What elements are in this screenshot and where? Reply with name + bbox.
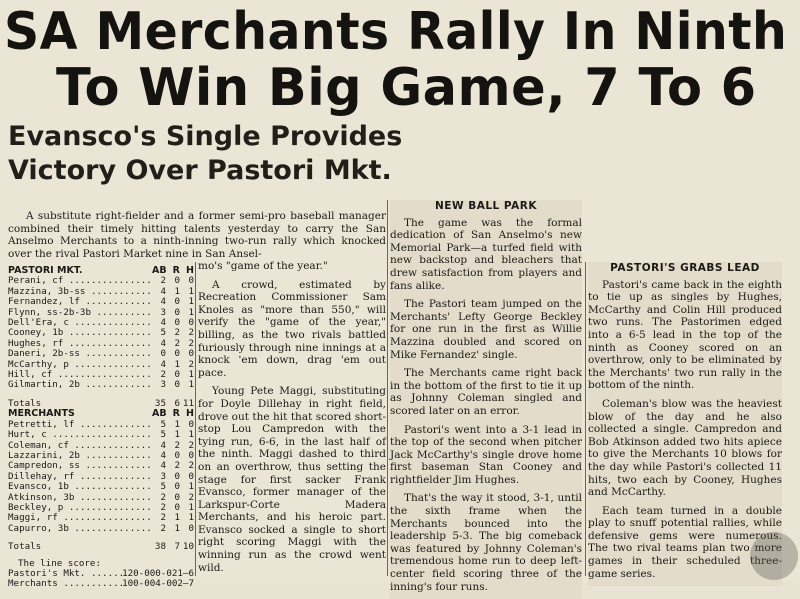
line-score — [8, 559, 194, 590]
stat-r: 1 — [174, 429, 180, 441]
stat-ab: 2 — [160, 522, 166, 534]
player-name: Petretti, lf ..... — [8, 420, 152, 430]
column-divider — [387, 200, 388, 576]
line-score-label: The line score: — [18, 557, 101, 569]
totals-ab: 38 — [154, 541, 166, 553]
article-column-4 — [588, 262, 782, 586]
box-score-row — [8, 493, 194, 503]
player-name: Hurt, c ..... — [8, 430, 152, 440]
stat-r: 1 — [174, 512, 180, 524]
stat-h: 2 — [188, 491, 194, 503]
box-score-row — [8, 360, 194, 370]
totals-r: 7 — [174, 541, 180, 553]
box-score-row — [8, 276, 194, 286]
stat-r: 0 — [174, 275, 180, 287]
box-score-row — [8, 430, 194, 440]
line-score-value: 100-004-002—7 — [122, 578, 194, 590]
player-name: Capurro, 3b ..... — [8, 524, 152, 534]
team-name: MERCHANTS — [8, 409, 75, 420]
box-score-row — [8, 287, 194, 297]
stat-ab: 4 — [160, 439, 166, 451]
stat-ab: 4 — [160, 296, 166, 308]
player-name: Cooney, 1b ..... — [8, 328, 152, 338]
player-name: Coleman, cf ..... — [8, 441, 152, 451]
stat-r: 0 — [174, 501, 180, 513]
box-score-row — [8, 297, 194, 307]
stat-h: 2 — [188, 337, 194, 349]
stat-h: 1 — [188, 285, 194, 297]
player-name: Evansco, 1b ..... — [8, 482, 152, 492]
player-name: Atkinson, 3b ..... — [8, 493, 152, 503]
paragraph: The Pastori team jumped on the Merchants' Lefty George Beckley for one run in the first as Willie Mazzina doubled and scored on Mike Fernandez' single. — [390, 298, 582, 361]
merchants-rows — [8, 420, 194, 534]
stat-h: 1 — [188, 429, 194, 441]
stat-h: 0 — [188, 449, 194, 461]
line-score-row — [8, 579, 194, 589]
stat-r: 0 — [174, 296, 180, 308]
box-header-pastori — [8, 266, 194, 276]
stat-r: 0 — [174, 491, 180, 503]
stat-r: 0 — [174, 369, 180, 381]
stat-r: 0 — [174, 481, 180, 493]
box-header-merchants — [8, 409, 194, 419]
stat-h: 2 — [188, 439, 194, 451]
stat-h: 2 — [188, 460, 194, 472]
paragraph: A crowd, estimated by Recreation Commissioner Sam Knoles as "more than 550," will verify the "game of the year," billing, as the two rivals battled furiously through nine innings at a knock 'em down, drag 'em out pace. — [198, 278, 386, 379]
totals-ab: 35 — [154, 397, 166, 409]
article-column-3 — [390, 200, 582, 599]
player-name: Hughes, rf ..... — [8, 339, 152, 349]
stat-ab: 3 — [160, 470, 166, 482]
stat-r: 0 — [174, 348, 180, 360]
article-column-2 — [198, 260, 386, 580]
stat-h: 0 — [188, 348, 194, 360]
watermark-seal-icon — [750, 532, 798, 580]
merchants-totals — [8, 542, 194, 552]
stat-h: 1 — [188, 501, 194, 513]
subheadline-line-1: Evansco's Single Provides — [8, 121, 403, 152]
player-name: Dillehay, rf ..... — [8, 472, 152, 482]
stat-r: 0 — [174, 470, 180, 482]
stat-h: 1 — [188, 512, 194, 524]
stat-h: 1 — [188, 306, 194, 318]
stat-h: 0 — [188, 275, 194, 287]
stat-ab: 5 — [160, 327, 166, 339]
stat-h: 0 — [188, 418, 194, 430]
stat-r: 2 — [174, 439, 180, 451]
headline-line-1: SA Merchants Rally In Ninth — [4, 2, 788, 62]
stat-ab: 4 — [160, 460, 166, 472]
player-name: Dell'Era, c ..... — [8, 318, 152, 328]
stat-r: 1 — [174, 285, 180, 297]
stat-ab: 3 — [160, 379, 166, 391]
paragraph: The Merchants came right back in the bottom of the first to tie it up as Johnny Coleman singled and scored later on an error. — [390, 367, 582, 417]
stat-ab: 2 — [160, 491, 166, 503]
player-name: Beckley, p ..... — [8, 503, 152, 513]
stat-r: 1 — [174, 418, 180, 430]
stat-ab: 5 — [160, 429, 166, 441]
player-name: Gilmartin, 2b ..... — [8, 380, 152, 390]
totals-h: 10 — [182, 541, 194, 553]
box-score-row — [8, 524, 194, 534]
stat-ab: 0 — [160, 348, 166, 360]
stat-h: 1 — [188, 296, 194, 308]
paragraph: Young Pete Maggi, substituting for Doyle Dillehay in right field, drove out the hit that scored short-stop Lou Campredon with the tying run, 6-6, in the last half of the ninth. Maggi dashed to third on an overthrow, thus setting the stage for first sacker Frank Evansco, former manager of the Larkspur-Corte Madera Merchants, and his heroic part. Evansco socked a single to short right scoring Maggi with the winning run as the crowd went wild. — [198, 385, 386, 574]
box-score-row — [8, 461, 194, 471]
box-score-row — [8, 503, 194, 513]
stat-h: 1 — [188, 369, 194, 381]
stat-h: 2 — [188, 358, 194, 370]
player-name: Maggi, rf ..... — [8, 513, 152, 523]
stat-ab: 4 — [160, 317, 166, 329]
paragraph: Coleman's blow was the heaviest blow of the day and he also collected a single. Campredon and Bob Atkinson added two hits apiece to give the Merchants 10 blows for the day while Pastori's collected 11 hits, two each by Cooney, Hughes and McCarthy. — [588, 397, 782, 499]
stat-ab: 4 — [160, 337, 166, 349]
team-name: PASTORI MKT. — [8, 266, 83, 276]
box-score-row — [8, 328, 194, 338]
pastori-rows — [8, 276, 194, 390]
col-h: H — [186, 265, 194, 276]
stat-r: 2 — [174, 337, 180, 349]
box-score — [8, 266, 194, 590]
player-name: McCarthy, p ..... — [8, 360, 152, 370]
stat-r: 0 — [174, 317, 180, 329]
box-score-row — [8, 370, 194, 380]
stat-h: 2 — [188, 327, 194, 339]
paragraph: Each team turned in a double play to snuff potential rallies, while defensive gems were numerous. The two rival teams plan two more games in their scheduled three-game series. — [588, 504, 782, 580]
totals-label: Totals — [8, 398, 42, 409]
totals-h: 11 — [182, 397, 194, 409]
paragraph: That's the way it stood, 3-1, until the sixth frame when the Merchants bounced into the leadership 5-3. The big comeback was featured by Johnny Coleman's tremendous home run to deep left-center field scoring three of the inning's four runs. — [390, 492, 582, 593]
stat-h: 0 — [188, 522, 194, 534]
stat-r: 0 — [174, 306, 180, 318]
box-score-row — [8, 420, 194, 430]
player-name: Flynn, ss-2b-3b ..... — [8, 308, 152, 318]
totals-label: Totals — [8, 542, 42, 553]
paragraph: The game was the formal dedication of San Anselmo's new Memorial Park—a turfed field with new backstop and bleachers that drew satisfaction from players and fans alike. — [390, 216, 582, 292]
box-score-row — [8, 482, 194, 492]
box-score-row — [8, 339, 194, 349]
stat-r: 0 — [174, 449, 180, 461]
player-name: Lazzarini, 2b ..... — [8, 451, 152, 461]
stat-r: 1 — [174, 358, 180, 370]
player-name: Fernandez, lf ..... — [8, 297, 152, 307]
box-score-row — [8, 451, 194, 461]
paragraph: mo's "game of the year." — [198, 260, 328, 272]
box-score-row — [8, 472, 194, 482]
subheadline — [8, 120, 403, 188]
stat-r: 2 — [174, 460, 180, 472]
stat-ab: 4 — [160, 358, 166, 370]
section-heading: NEW BALL PARK — [435, 200, 537, 212]
paragraph: Pastori's came back in the eighth to tie up as singles by Hughes, McCarthy and Colin Hill produced two runs. The Pastorimen edged into a 6-5 lead in the top of the ninth as Cooney scored on an overthrow, only to be eliminated by the Merchants' two run rally in the bottom of the ninth. — [588, 278, 782, 392]
col-r: R — [172, 408, 180, 420]
box-score-row — [8, 441, 194, 451]
box-score-row — [8, 308, 194, 318]
stat-ab: 4 — [160, 449, 166, 461]
headline-line-2: To Win Big Game, 7 To 6 — [56, 58, 757, 118]
column-divider — [585, 262, 586, 576]
stat-ab: 4 — [160, 285, 166, 297]
player-name: Daneri, 2b-ss ..... — [8, 349, 152, 359]
player-name: Perani, cf ..... — [8, 276, 152, 286]
player-name: Campredon, ss ..... — [8, 461, 152, 471]
stat-h: 0 — [188, 317, 194, 329]
line-score-value: 120-000-021—6 — [122, 567, 194, 579]
box-score-row — [8, 513, 194, 523]
lead-paragraph: A substitute right-fielder and a former semi-pro baseball manager combined their timely hitting talents yesterday to carry the San Anselmo Merchants to a ninth-inning two-run rally which knocked over the rival Pastori Market nine in San Ansel- — [8, 210, 386, 260]
col-ab: AB — [152, 408, 167, 420]
line-score-team: Pastori's Mkt. ..... — [8, 569, 122, 579]
stat-ab: 2 — [160, 275, 166, 287]
stat-r: 0 — [174, 379, 180, 391]
stat-ab: 2 — [160, 369, 166, 381]
col-ab: AB — [152, 265, 167, 276]
stat-ab: 3 — [160, 306, 166, 318]
col-h: H — [186, 408, 194, 420]
stat-ab: 5 — [160, 418, 166, 430]
box-score-row — [8, 380, 194, 390]
stat-h: 1 — [188, 379, 194, 391]
section-heading: PASTORI'S GRABS LEAD — [610, 262, 760, 274]
stat-ab: 2 — [160, 501, 166, 513]
subheadline-line-2: Victory Over Pastori Mkt. — [8, 155, 392, 186]
box-score-row — [8, 349, 194, 359]
stat-ab: 2 — [160, 512, 166, 524]
stat-h: 1 — [188, 481, 194, 493]
col-r: R — [172, 265, 180, 276]
column-divider — [195, 262, 196, 576]
stat-r: 2 — [174, 327, 180, 339]
box-score-row — [8, 318, 194, 328]
player-name: Mazzina, 3b-ss ..... — [8, 287, 152, 297]
stat-ab: 5 — [160, 481, 166, 493]
totals-r: 6 — [174, 397, 180, 409]
line-score-team: Merchants ..... — [8, 579, 122, 589]
stat-r: 1 — [174, 522, 180, 534]
stat-h: 0 — [188, 470, 194, 482]
player-name: Hill, cf ..... — [8, 370, 152, 380]
paragraph: Pastori's went into a 3-1 lead in the top of the second when pitcher Jack McCarthy's single drove home first baseman Stan Cooney and rightfielder Jim Hughes. — [390, 423, 582, 486]
